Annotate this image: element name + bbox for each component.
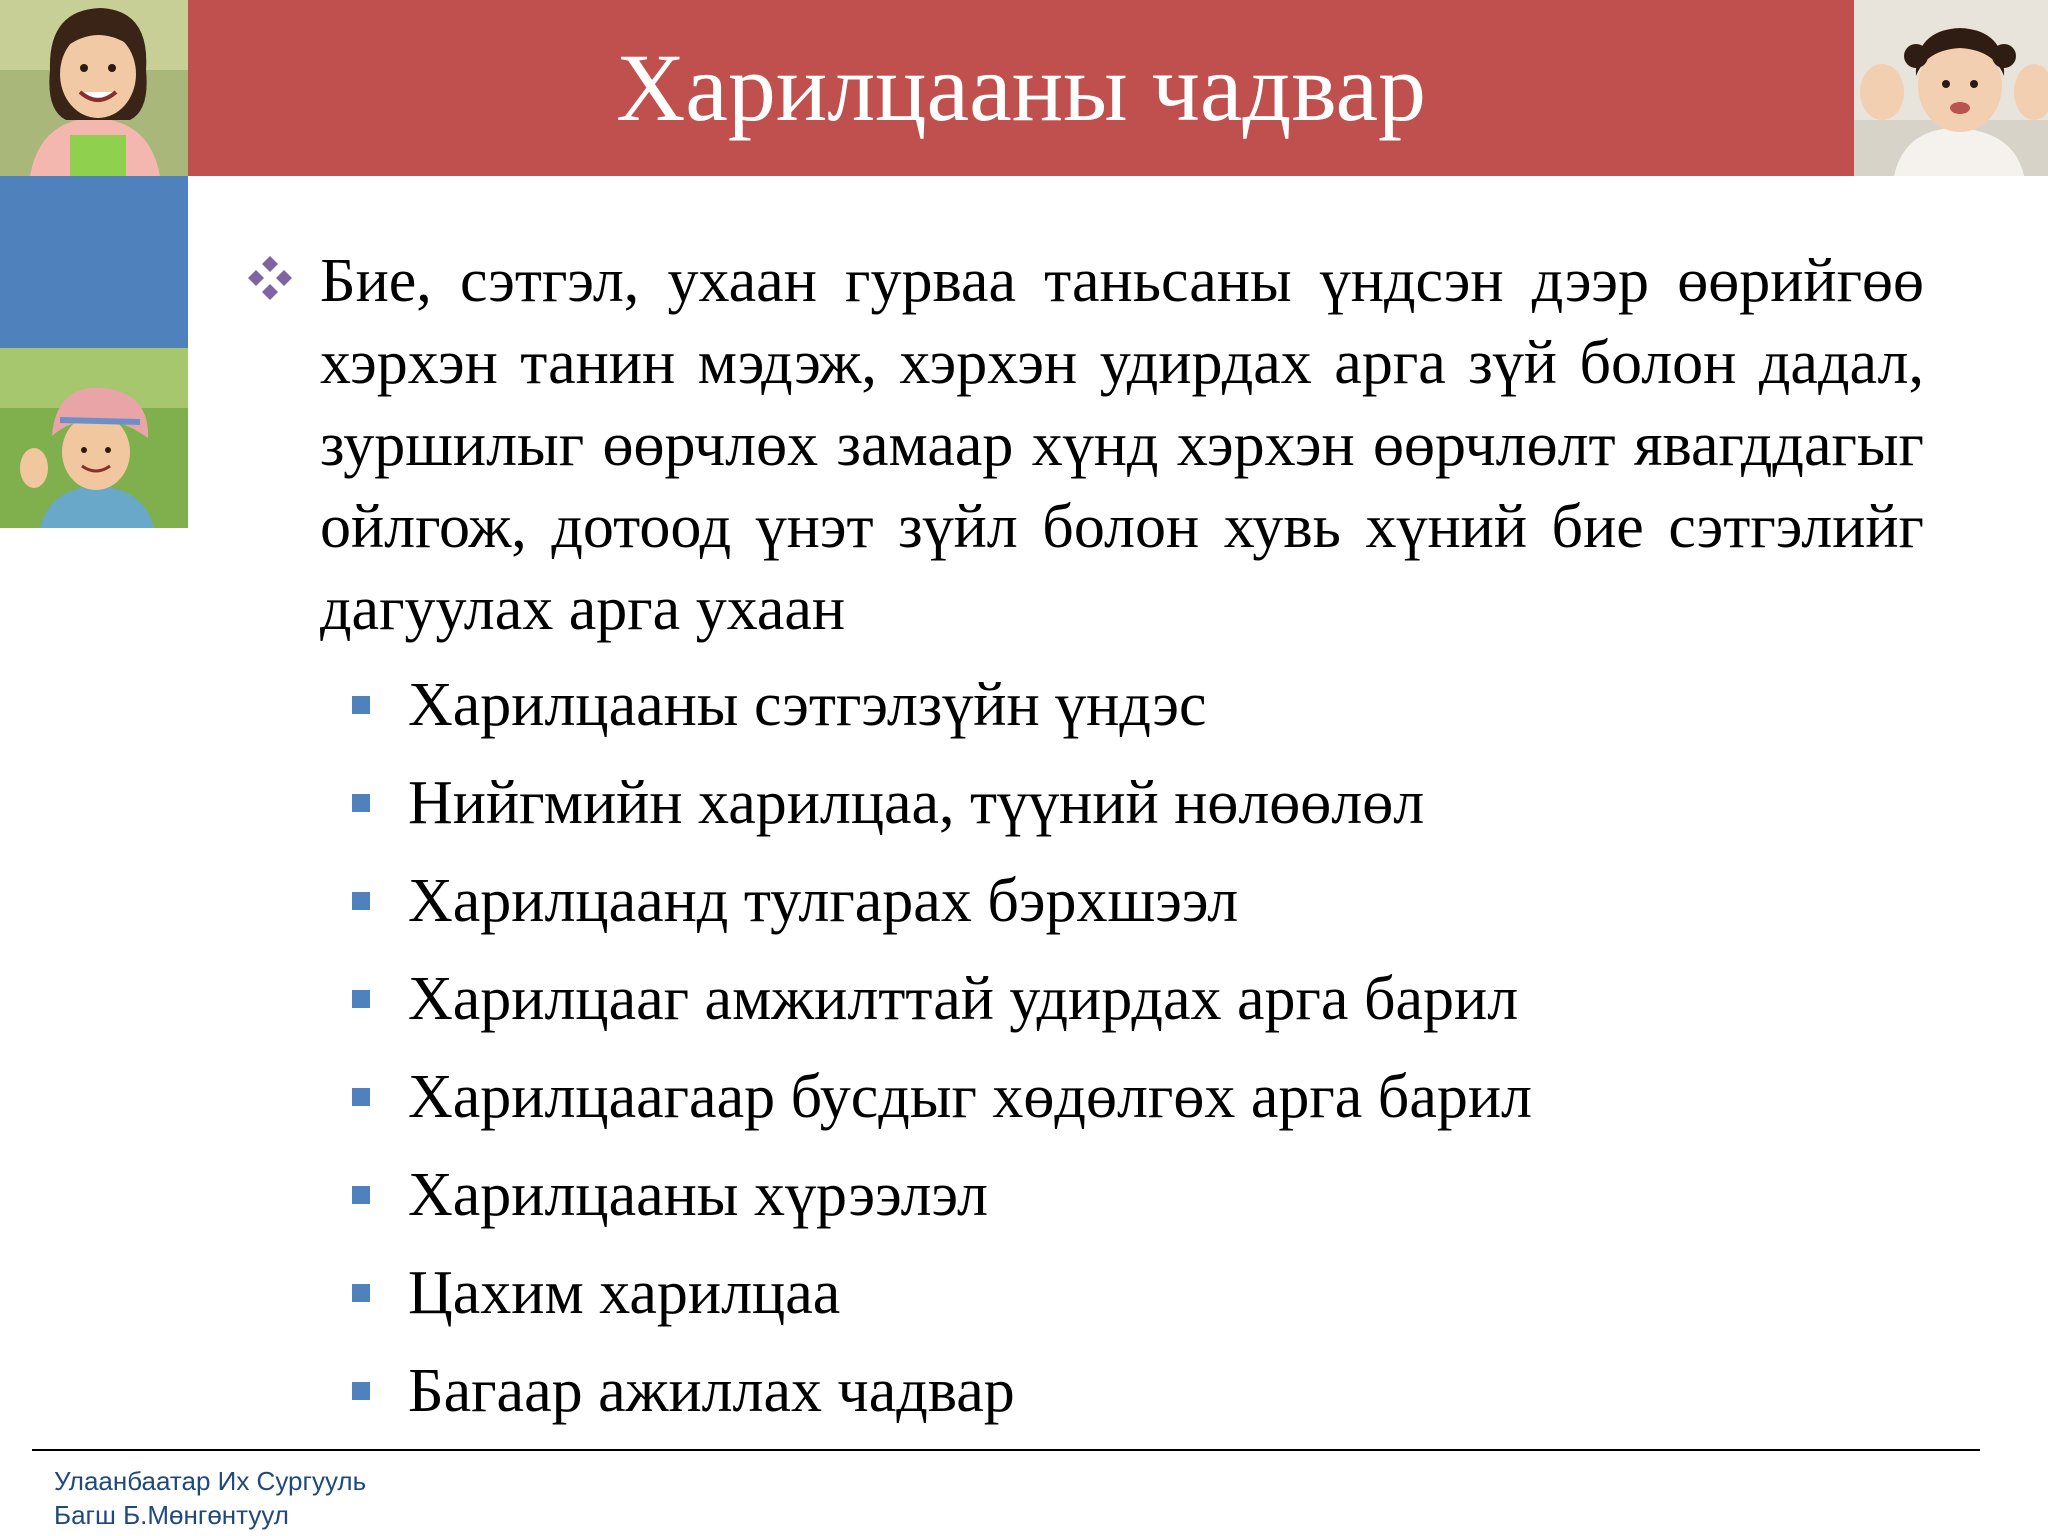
footer-teacher: Багш Б.Мөнгөнтуул (54, 1500, 289, 1530)
photo-child-top-left (0, 0, 188, 176)
sub-point-text: Харилцаанд тулгарах бэрхшээл (408, 867, 1239, 935)
photo-child-left (0, 348, 188, 528)
footer-divider (32, 1449, 1980, 1451)
list-item (240, 1154, 1924, 1252)
sub-point-text: Харилцааны хүрээлэл (408, 1161, 988, 1229)
photo-child-top-right (1854, 0, 2048, 176)
sub-point-text: Харилцаагаар бусдыг хөдөлгөх арга барил (408, 1063, 1532, 1131)
slide-content (240, 240, 1924, 1448)
square-bullet-icon (352, 990, 370, 1008)
list-item (240, 1350, 1924, 1448)
sub-point-text: Харилцааны сэтгэлзүйн үндэс (408, 671, 1207, 739)
sub-point-text: Багаар ажиллах чадвар (408, 1357, 1015, 1425)
footer (54, 1464, 366, 1532)
list-item (240, 860, 1924, 958)
slide-title: Харилцааны чадвар (615, 34, 1427, 141)
square-bullet-icon (352, 892, 370, 910)
list-item (240, 664, 1924, 762)
square-bullet-icon (352, 1088, 370, 1106)
sub-points-list (240, 664, 1924, 1448)
title-bar (188, 0, 1854, 176)
square-bullet-icon (352, 1382, 370, 1400)
footer-institution: Улаанбаатар Их Сургууль (54, 1466, 367, 1496)
square-bullet-icon (352, 1186, 370, 1204)
square-bullet-icon (352, 696, 370, 714)
list-item (240, 762, 1924, 860)
square-bullet-icon (352, 1284, 370, 1302)
square-bullet-icon (352, 794, 370, 812)
sub-point-text: Цахим харилцаа (408, 1259, 841, 1327)
sub-point-text: Нийгмийн харилцаа, түүний нөлөөлөл (408, 769, 1425, 837)
main-bullet-point (240, 240, 1924, 650)
side-color-block (0, 176, 188, 348)
sub-point-text: Харилцааг амжилттай удирдах арга барил (408, 965, 1519, 1033)
main-point-text: Бие, сэтгэл, ухаан гурваа таньсаны үндсэн дээр өөрийгөө хэрхэн танин мэдэж, хэрхэн удирдах арга зүй болон дадал, зуршилыг өөрчлөх замаар хүнд хэрхэн өөрчлөлт явагддагыг ойлгож, дотоод үнэт зүйл болон хувь хүний бие сэтгэлийг дагуулах арга ухаан (320, 247, 1924, 643)
list-item (240, 1252, 1924, 1350)
list-item (240, 1056, 1924, 1154)
list-item (240, 958, 1924, 1056)
four-diamond-bullet-icon (246, 254, 294, 302)
